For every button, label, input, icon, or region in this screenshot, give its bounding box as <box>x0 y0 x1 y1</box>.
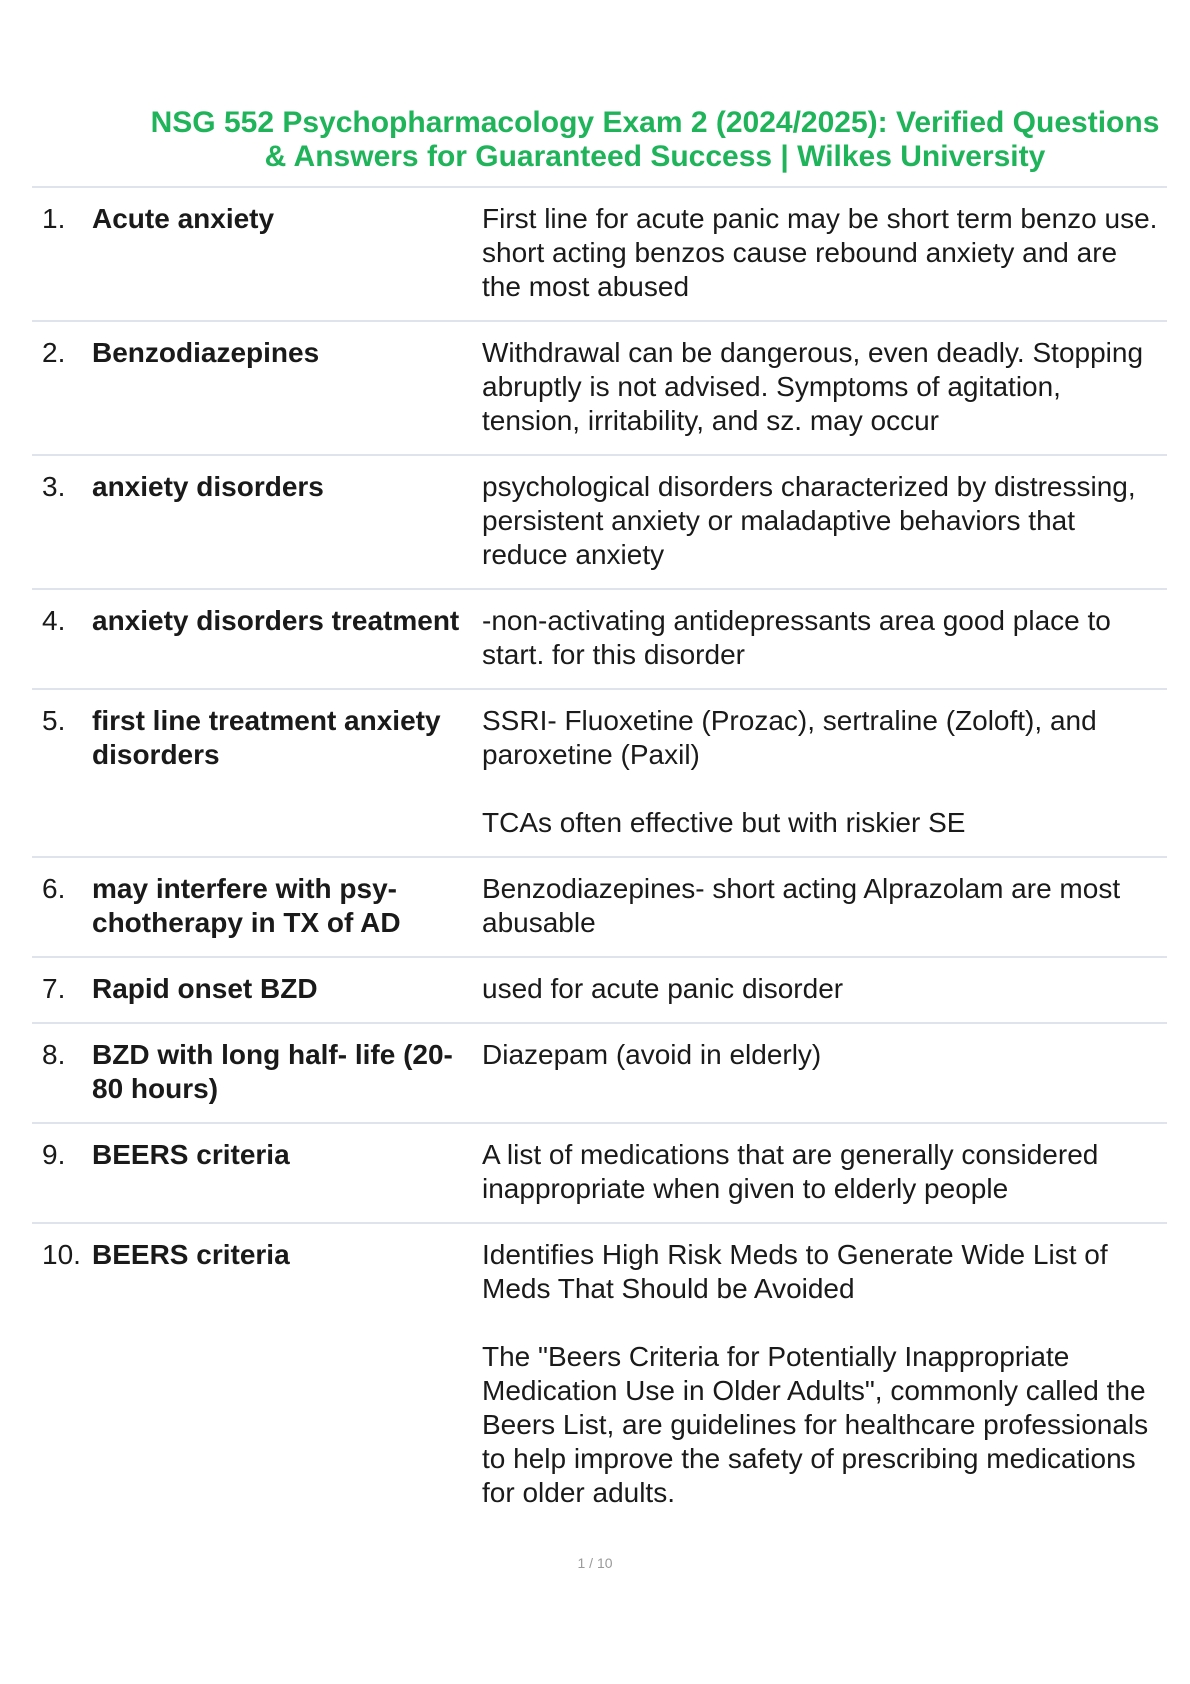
card-definition <box>472 872 1162 940</box>
flashcard-row <box>32 188 1167 322</box>
card-definition <box>472 704 1162 840</box>
flashcard-row <box>32 322 1167 456</box>
card-definition-paragraph: TCAs often effective but with riskier SE <box>482 807 966 838</box>
card-number: 10. <box>42 1239 81 1270</box>
card-number: 4. <box>42 605 66 636</box>
card-number: 2. <box>42 337 66 368</box>
card-definition-paragraph: psychological disorders characterized by distressing, persistent anxiety or maladaptive behaviors that reduce anxiety <box>482 471 1136 570</box>
card-definition-paragraph: Withdrawal can be dangerous, even deadly. Stopping abruptly is not advised. Symptoms of agitation, tension, irritability, and sz. may occur <box>482 337 1144 436</box>
flashcard-list <box>32 186 1167 1526</box>
page-title <box>125 106 1185 174</box>
card-definition <box>472 1138 1162 1206</box>
flashcard-row <box>32 690 1167 858</box>
card-term: Rapid onset BZD <box>92 973 318 1004</box>
card-number: 7. <box>42 973 66 1004</box>
card-definition <box>472 1238 1162 1510</box>
flashcard-row <box>32 1124 1167 1224</box>
flashcard-row <box>32 958 1167 1024</box>
page-title-line-1: NSG 552 Psychopharmacology Exam 2 (2024/2025): Verified Questions <box>150 106 1160 139</box>
card-definition-line: First line for acute panic may be short term benzo use. <box>482 203 1158 234</box>
page-number: 1 / 10 <box>577 1555 613 1571</box>
card-definition-paragraph: A list of medications that are generally considered inappropriate when given to elderly people <box>482 1139 1099 1204</box>
card-term: Acute anxiety <box>92 203 275 234</box>
card-number: 5. <box>42 705 66 736</box>
card-term: anxiety disorders <box>92 471 324 502</box>
card-number: 6. <box>42 873 66 904</box>
flashcard-row <box>32 1224 1167 1526</box>
card-definition <box>472 470 1162 572</box>
card-definition-paragraph: SSRI- Fluoxetine (Prozac), sertraline (Zoloft), and paroxetine (Paxil) <box>482 705 1097 770</box>
card-definition <box>472 336 1162 438</box>
card-term: first line treatment anxiety disorders <box>92 705 441 770</box>
card-number: 8. <box>42 1039 66 1070</box>
card-definition-paragraph: Identifies High Risk Meds to Generate Wide List of Meds That Should be Avoided <box>482 1239 1108 1304</box>
card-number: 1. <box>42 203 66 234</box>
card-term: BZD with long half- life (20-80 hours) <box>92 1039 453 1104</box>
card-definition-paragraph: Benzodiazepines- short acting Alprazolam are most abusable <box>482 873 1121 938</box>
card-definition-paragraph: Diazepam (avoid in elderly) <box>482 1039 822 1070</box>
card-definition-paragraph: -non-activating antidepressants area good place to start. for this disorder <box>482 605 1111 670</box>
card-term: Benzodiazepines <box>92 337 320 368</box>
card-definition <box>472 1038 1162 1106</box>
card-definition-paragraph: used for acute panic disorder <box>482 973 844 1004</box>
card-definition <box>472 604 1162 672</box>
flashcard-row <box>32 1024 1167 1124</box>
card-definition-line: short acting benzos cause rebound anxiety and are the most abused <box>482 237 1118 302</box>
flashcard-row <box>32 456 1167 590</box>
card-term: may interfere with psychotherapy in TX of AD <box>92 873 401 938</box>
card-term: BEERS criteria <box>92 1139 290 1170</box>
card-definition-paragraph: The "Beers Criteria for Potentially Inappropriate Medication Use in Older Adults", commonly called the Beers List, are guidelines for healthcare professionals to help improve the safety of prescribing medications for older adults. <box>482 1341 1149 1508</box>
card-number: 3. <box>42 471 66 502</box>
flashcard-row <box>32 858 1167 958</box>
flashcard-row <box>32 590 1167 690</box>
card-definition <box>472 972 1162 1006</box>
card-term: anxiety disorders treatment <box>92 605 460 636</box>
card-term: BEERS criteria <box>92 1239 290 1270</box>
page-title-line-2: & Answers for Guaranteed Success | Wilkes University <box>264 140 1046 173</box>
card-definition <box>472 202 1162 304</box>
card-number: 9. <box>42 1139 66 1170</box>
